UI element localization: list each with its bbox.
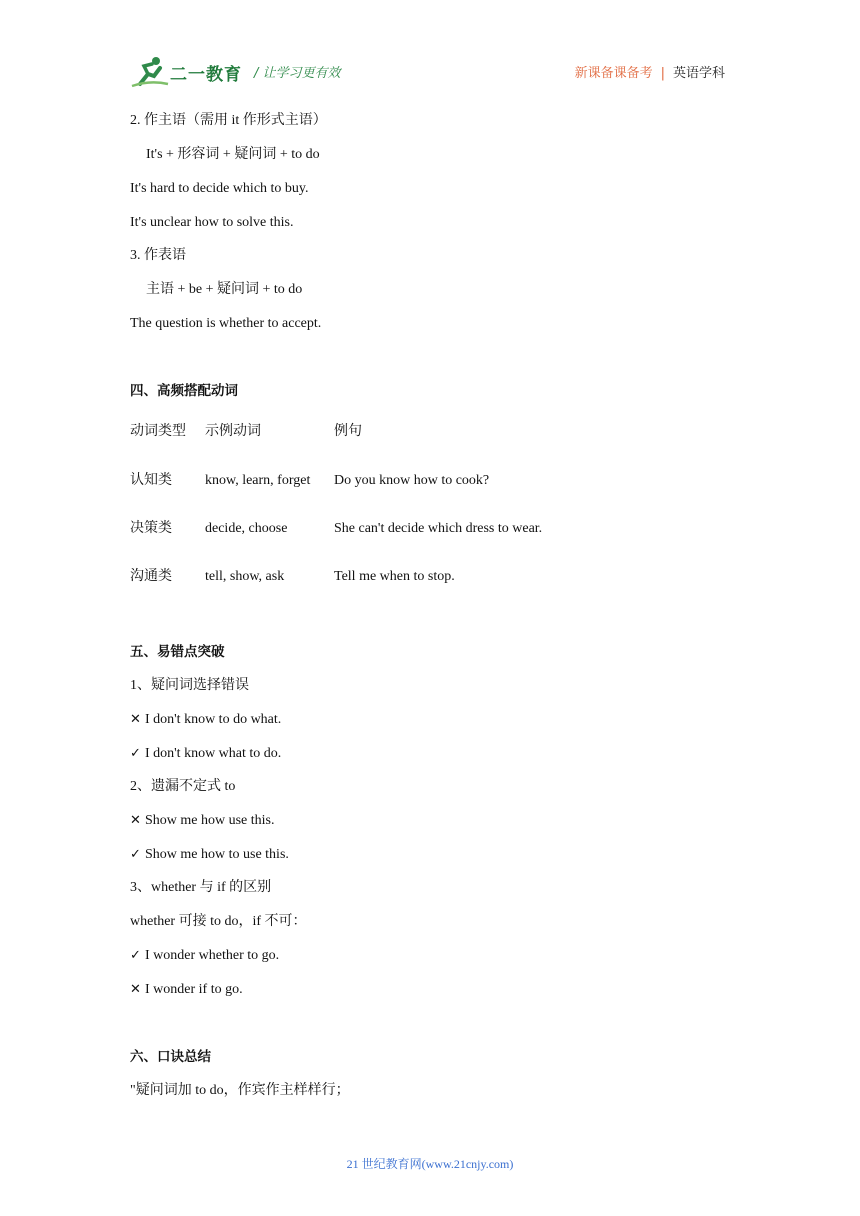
header-separator: | — [660, 66, 665, 81]
pitfall1-title: 1、疑问词选择错误 — [130, 678, 249, 693]
logo-text: 二一教育 — [170, 65, 242, 85]
item3-example-1: The question is whether to accept. — [130, 316, 322, 331]
mnemonic-line-1: "疑问词加 to do，作宾作主样样行； — [130, 1083, 350, 1098]
item3-pattern: 主语 + be + 疑问词 + to do — [146, 282, 303, 297]
table-cell: decide, choose — [205, 521, 288, 536]
pitfall2-title: 2、遗漏不定式 to — [130, 779, 236, 794]
item2-title: 2. 作主语（需用 it 作形式主语） — [130, 113, 327, 128]
table-cell: know, learn, forget — [205, 473, 311, 488]
wrong-example: Show me how use this. — [145, 813, 275, 828]
item2-example-1: It's hard to decide which to buy. — [130, 181, 309, 196]
table-cell: 决策类 — [130, 521, 172, 536]
wrong-example: I wonder if to go. — [145, 982, 243, 997]
page-header — [130, 54, 725, 90]
site-logo — [130, 54, 250, 90]
pitfall3-note: whether 可接 to do，if 不可： — [130, 914, 307, 929]
cross-icon: ✕ — [130, 712, 141, 727]
table-header-cell: 动词类型 — [130, 424, 186, 439]
table-header-cell: 示例动词 — [205, 424, 261, 439]
table-cell: Tell me when to stop. — [334, 569, 455, 584]
section5-heading: 五、易错点突破 — [130, 644, 225, 660]
table-cell: tell, show, ask — [205, 569, 285, 584]
item3-title: 3. 作表语 — [130, 248, 186, 263]
table-cell: Do you know how to cook? — [334, 473, 490, 488]
table-cell: She can't decide which dress to wear. — [334, 521, 543, 536]
runner-logo-icon — [130, 54, 170, 90]
header-category: 新课备课备考 — [574, 66, 653, 81]
pitfall3-wrong — [130, 981, 243, 999]
section4-heading: 四、高频搭配动词 — [130, 383, 238, 399]
right-example: I don't know what to do. — [145, 746, 282, 761]
item2-example-2: It's unclear how to solve this. — [130, 215, 294, 230]
pitfall3-right — [130, 947, 279, 965]
table-cell: 沟通类 — [130, 569, 172, 584]
table-header-cell: 例句 — [334, 424, 362, 439]
pitfall2-wrong — [130, 812, 275, 830]
wrong-example: I don't know to do what. — [145, 712, 282, 727]
pitfall1-right — [130, 745, 281, 763]
slogan: / 让学习更有效 — [254, 66, 341, 81]
pitfall2-right — [130, 846, 289, 864]
page-footer: 21 世纪教育网(www.21cnjy.com) — [346, 1157, 514, 1171]
cross-icon: ✕ — [130, 813, 141, 828]
table-cell: 认知类 — [130, 473, 172, 488]
check-icon: ✓ — [130, 746, 141, 761]
right-example: Show me how to use this. — [145, 847, 289, 862]
header-subject: 英语学科 — [672, 66, 725, 81]
header-right — [575, 62, 725, 81]
check-icon: ✓ — [130, 948, 141, 963]
cross-icon: ✕ — [130, 982, 141, 997]
right-example: I wonder whether to go. — [145, 948, 280, 963]
section6-heading: 六、口诀总结 — [130, 1049, 211, 1065]
pitfall1-wrong — [130, 711, 281, 729]
check-icon: ✓ — [130, 847, 141, 862]
item2-pattern: It's + 形容词 + 疑问词 + to do — [146, 147, 320, 162]
pitfall3-title: 3、whether 与 if 的区别 — [130, 880, 272, 895]
